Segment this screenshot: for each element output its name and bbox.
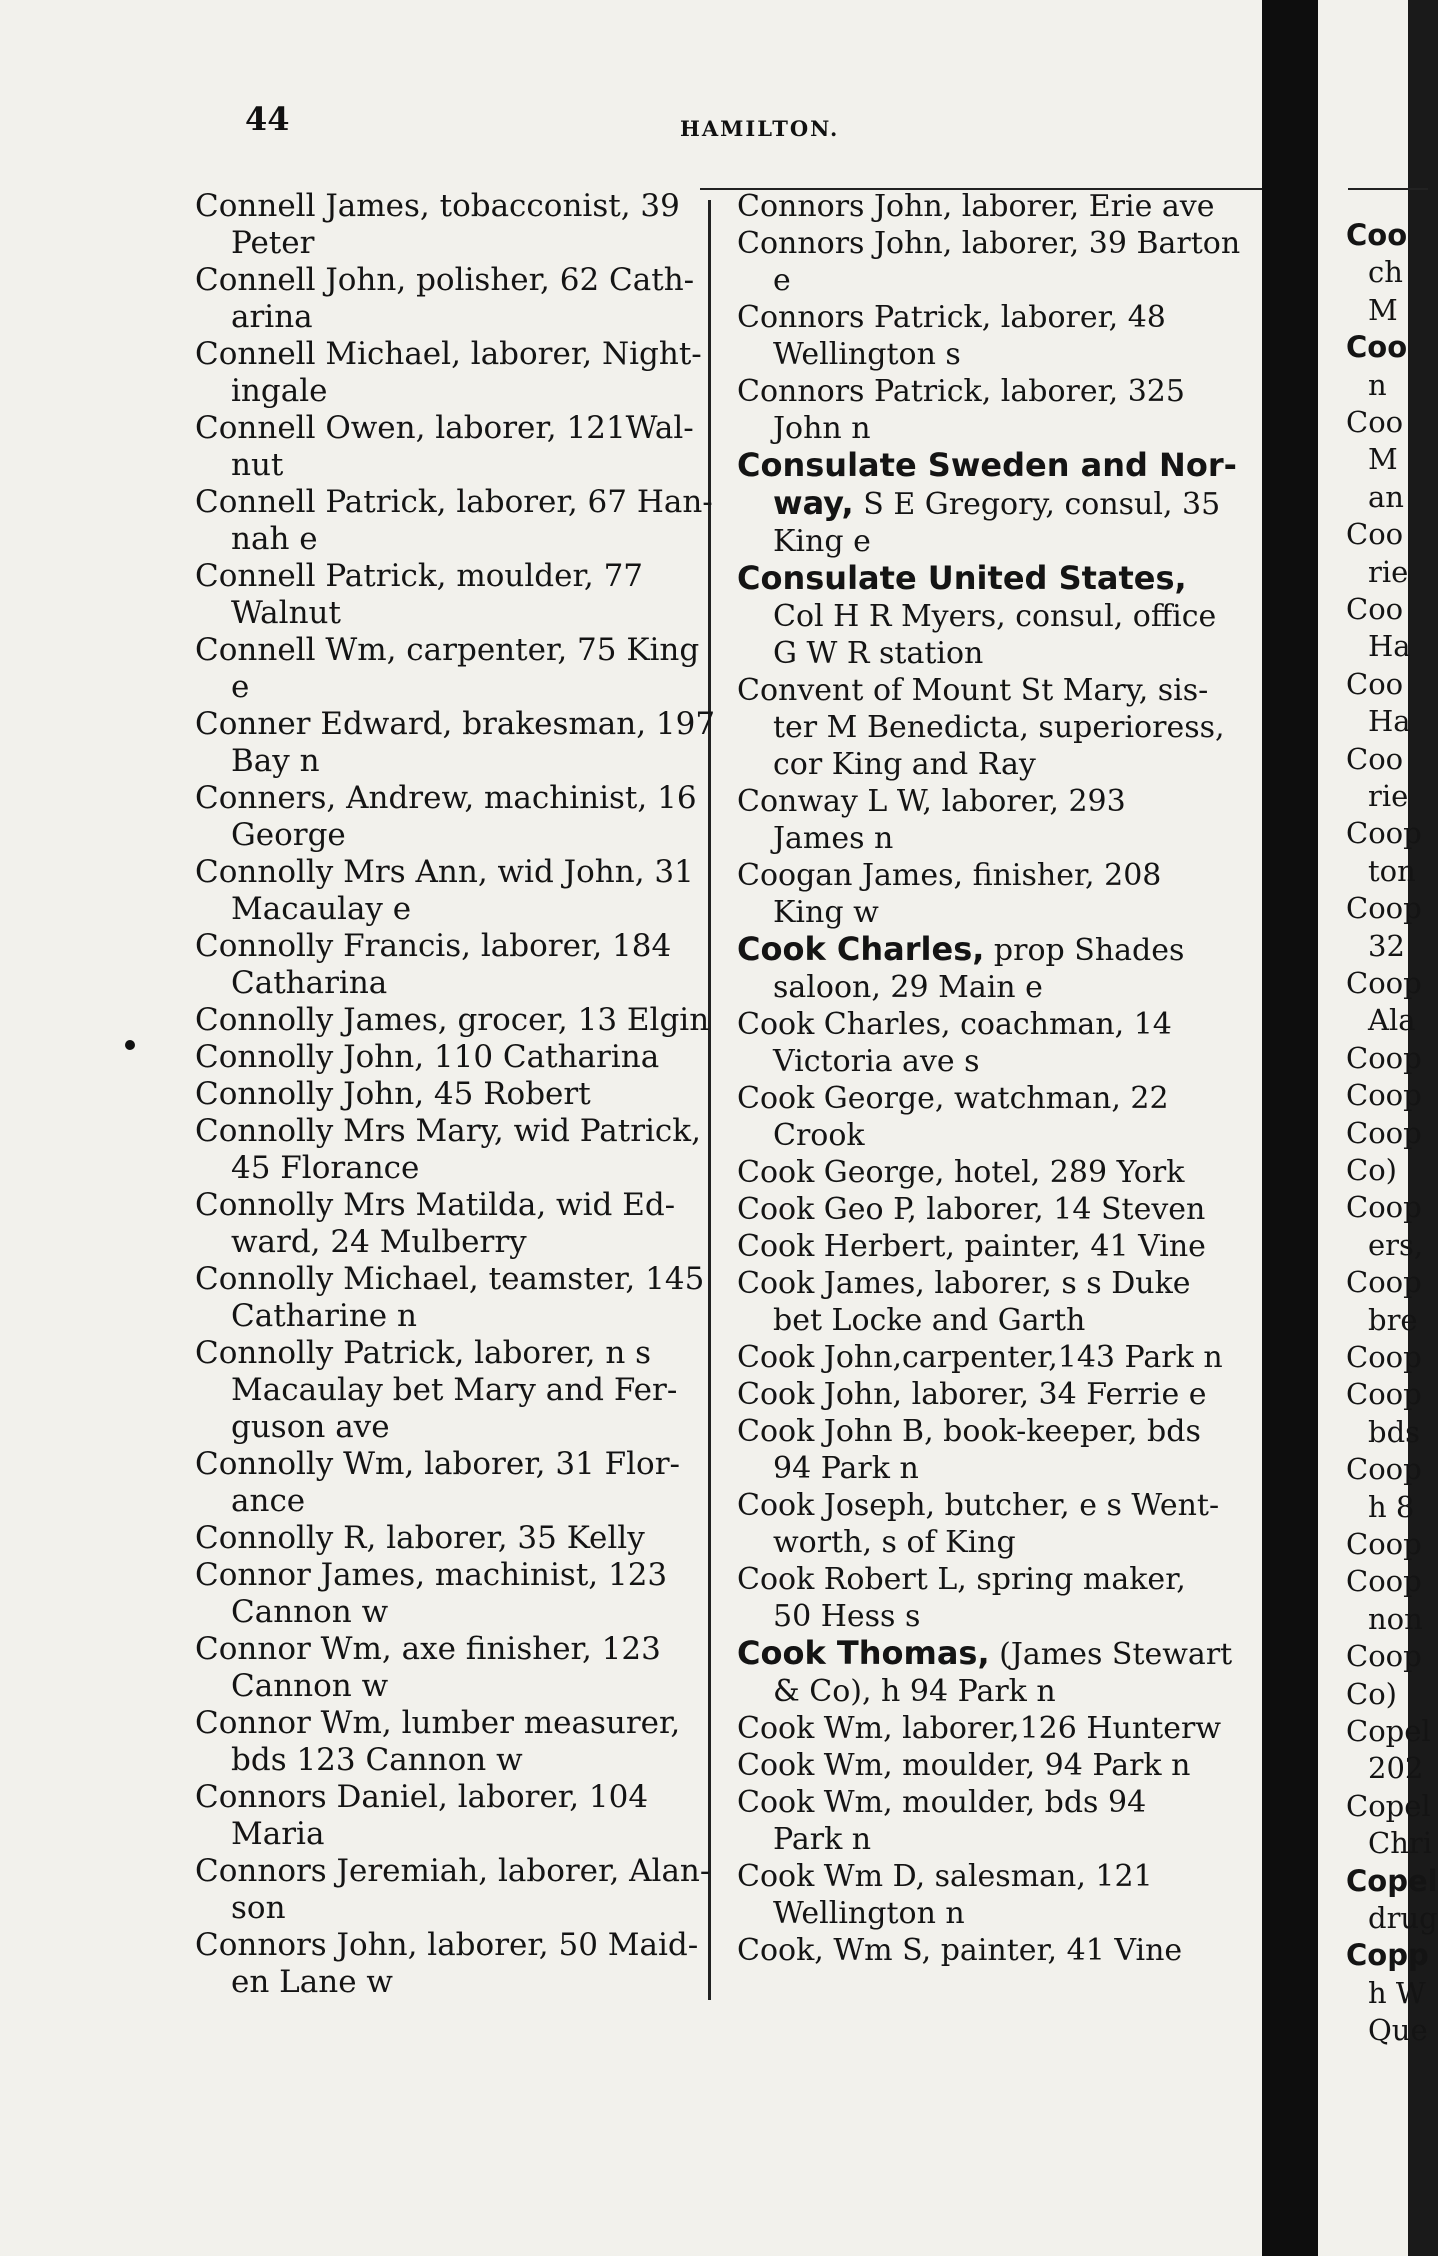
entry-text: Connolly James, grocer, 13 Elgin [195,1002,710,1038]
entry-text: Connolly Francis, laborer, 184 [195,928,672,964]
directory-entry [195,1927,699,2001]
next-page-fragment: Coop [1346,1639,1422,1674]
entry-continuation: cor King and Ray [773,747,1036,782]
entry-text: Connolly Mrs Mary, wid Patrick, [195,1113,701,1149]
entry-text: Cook Wm, moulder, 94 Park n [737,1748,1191,1783]
page-number: 44 [245,100,290,138]
directory-entry [737,188,1267,225]
left-column [195,188,716,2001]
next-page-fragment: h W [1368,1975,1426,2010]
directory-entry [737,560,1267,672]
directory-entry [195,1779,695,1853]
directory-entry [195,780,695,854]
directory-entry [195,188,695,262]
directory-entry [195,410,695,484]
entry-continuation: 94 Park n [773,1451,919,1486]
entry-text: Connors Jeremiah, laborer, Alan- [195,1853,711,1889]
page-header [0,100,1262,160]
next-page-fragment: bds [1368,1414,1421,1449]
entry-text: Connolly Wm, laborer, 31 Flor- [195,1446,681,1482]
entry-text: Connell Owen, laborer, 121Wal- [195,410,694,446]
entry-continuation: G W R station [773,636,984,671]
entry-bold-name: Consulate Sweden and Nor- [737,446,1237,484]
directory-entry [195,1076,695,1113]
directory-entry [737,1635,1267,1710]
entry-text: Coogan James, finisher, 208 [737,858,1162,893]
entry-text: Cook John,carpenter,143 Park n [737,1340,1223,1375]
entry-continuation: Bay n [231,743,320,779]
entry-bold-name-cont: way, [773,484,854,522]
entry-continuation: 45 Florance [231,1150,420,1186]
entry-text: Convent of Mount St Mary, sis- [737,673,1209,708]
next-page-fragment: Copel [1346,1788,1431,1823]
directory-entry [195,1853,711,1927]
entry-text: Cook Wm D, salesman, 121 [737,1859,1153,1894]
next-page-fragment: Coop [1346,1340,1422,1374]
running-title: HAMILTON. [680,116,840,141]
next-page-fragment: Coop [1346,816,1422,851]
next-page-fragment: Co) [1346,1676,1397,1711]
entry-continuation: ingale [231,373,328,409]
entry-text: Connolly Michael, teamster, 145 [195,1261,705,1297]
directory-entry [195,928,695,1002]
entry-text: Connolly Mrs Matilda, wid Ed- [195,1187,676,1223]
entry-continuation: e [773,263,791,298]
directory-entry [737,672,1267,783]
directory-entry [737,1710,1267,1747]
directory-entry [737,1339,1267,1376]
directory-entry [737,299,1267,373]
entry-continuation: Cannon w [231,1594,389,1630]
next-page-fragment: ton [1368,853,1416,888]
directory-entry [195,558,695,632]
entry-continuation: Wellington s [773,337,961,372]
next-page-fragment: Coo [1346,592,1404,626]
next-page-fragment: Coop [1346,1078,1422,1113]
directory-entry [737,1228,1267,1265]
next-page-fragment: ers, [1368,1227,1424,1262]
next-page-fragment: Coop [1346,1115,1422,1150]
entry-text: Connor Wm, lumber measurer, [195,1705,681,1741]
directory-entry [737,1376,1267,1413]
next-page-fragment: Que [1368,2013,1428,2048]
entry-continuation: King e [773,524,871,559]
entry-text: Cook George, watchman, 22 [737,1081,1169,1116]
entry-continuation: & Co), h 94 Park n [773,1674,1056,1709]
entry-continuation: John n [773,411,871,446]
directory-entry [737,373,1267,447]
next-page-fragment: rie [1368,779,1409,813]
entry-text: Conners, Andrew, machinist, 16 [195,780,697,816]
entry-text: Cook George, hotel, 289 York [737,1155,1185,1190]
next-page-fragment: Coop [1346,891,1422,926]
entry-continuation: nah e [231,521,318,557]
entry-text: Connors John, laborer, 39 Barton [737,226,1241,261]
book-gutter [1262,0,1318,2256]
entry-text: Connor James, machinist, 123 [195,1557,668,1593]
entry-continuation: Macaulay e [231,891,412,927]
entry-text: Connor Wm, axe finisher, 123 [195,1631,661,1667]
next-page-edge [1318,0,1438,2256]
entry-text: Cook Wm, laborer,126 Hunterw [737,1711,1221,1746]
entry-continuation: guson ave [231,1409,390,1445]
entry-continuation: bet Locke and Garth [773,1303,1086,1338]
entry-text: Connell Michael, laborer, Night- [195,336,702,372]
entry-text: Cook Robert L, spring maker, [737,1562,1186,1597]
directory-entry [737,1154,1267,1191]
entry-continuation: Crook [773,1118,865,1153]
entry-continuation: James n [773,821,894,856]
next-page-fragment: Coo [1346,330,1408,365]
next-page-fragment: non [1368,1601,1423,1636]
directory-entry [195,1113,701,1187]
next-page-fragment: M [1368,442,1398,477]
entry-text: Connors Daniel, laborer, 104 [195,1779,649,1815]
next-page-fragment: Co) [1346,1153,1397,1187]
entry-continuation: son [231,1890,286,1926]
entry-text: Connolly John, 110 Catharina [195,1039,660,1075]
entry-text: S E Gregory, consul, 35 [853,487,1221,522]
next-page-fragment: Ha [1368,629,1411,664]
entry-bold-name: Cook Thomas, [737,1634,990,1672]
entry-text: Connolly Mrs Ann, wid John, 31 [195,854,694,890]
directory-entry [737,1784,1267,1858]
entry-text: Cook James, laborer, s s Duke [737,1266,1191,1301]
entry-bold-name: Cook Charles, [737,930,985,968]
next-page-fragment: Coo [1346,666,1404,701]
directory-entry [737,1858,1267,1932]
next-page-fragment: Coo [1346,517,1404,552]
entry-continuation: Catharine n [231,1298,417,1334]
directory-entry [737,783,1267,857]
next-page-fragment: Coop [1346,1265,1422,1300]
next-page-fragment: Ala [1368,1003,1416,1038]
entry-text: Cook John, laborer, 34 Ferrie e [737,1377,1207,1412]
directory-entry [195,1335,695,1446]
directory-entry [737,1932,1267,1969]
directory-entry [737,857,1267,931]
next-page-fragment: h 8 [1368,1489,1415,1524]
entry-continuation: Macaulay bet Mary and Fer- [231,1372,678,1408]
next-page-fragment: M [1368,292,1398,327]
next-page-fragment: Coop [1346,1377,1422,1412]
entry-continuation: e [231,669,250,705]
directory-entry [737,931,1267,1006]
entry-text: Connors John, laborer, Erie ave [737,189,1215,224]
entry-bold-name: Consulate United States, [737,559,1187,597]
next-page-fragment: 202 [1368,1751,1424,1786]
entry-text: Cook Charles, coachman, 14 [737,1007,1172,1042]
next-page-fragment: Coop [1346,1040,1422,1075]
entry-text: Connors Patrick, laborer, 325 [737,374,1185,409]
next-page-fragment: Coop [1346,1564,1422,1599]
next-page-fragment: Coo [1346,741,1404,776]
directory-entry [737,1413,1267,1487]
directory-entry [195,1520,695,1557]
directory-entry [195,1039,695,1076]
directory-entry [195,1446,695,1520]
entry-continuation: Maria [231,1816,325,1852]
entry-text: Cook Wm, moulder, bds 94 [737,1785,1147,1820]
entry-text: Cook John B, book-keeper, bds [737,1414,1201,1449]
entry-text: Cook, Wm S, painter, 41 Vine [737,1933,1183,1968]
entry-continuation: Cannon w [231,1668,389,1704]
directory-entry [737,1265,1267,1339]
entry-text: Connell Wm, carpenter, 75 King [195,632,700,668]
directory-entry [737,225,1267,299]
entry-continuation: George [231,817,346,853]
next-page-fragment: n [1368,367,1387,402]
next-page-fragment: Coop [1346,1527,1422,1561]
directory-entry [195,1631,695,1705]
entry-text: Cook Herbert, painter, 41 Vine [737,1229,1206,1264]
next-page-fragment: Coo [1346,405,1404,439]
entry-text: Connolly Patrick, laborer, n s [195,1335,652,1371]
entry-continuation: Col H R Myers, consul, office [773,599,1217,634]
entry-continuation: ward, 24 Mulberry [231,1224,527,1260]
directory-entry [195,706,716,780]
entry-continuation: Park n [773,1822,872,1857]
directory-entry [737,447,1267,560]
entry-continuation: Walnut [231,595,341,631]
directory-entry [195,1705,695,1779]
entry-continuation: King w [773,895,879,930]
next-page-fragment: rie [1368,554,1409,589]
directory-entry [195,484,713,558]
entry-continuation: Peter [231,225,315,261]
entry-text: Connors Patrick, laborer, 48 [737,300,1166,335]
entry-continuation: bds 123 Cannon w [231,1742,523,1778]
directory-entry [195,1261,705,1335]
next-page-fragment: 32 [1368,928,1405,963]
entry-text: Connell John, polisher, 62 Cath- [195,262,695,298]
next-page-fragment: Copel [1346,1863,1438,1898]
entry-text: Connell Patrick, moulder, 77 [195,558,644,594]
directory-entry [737,1006,1267,1080]
entry-continuation: Wellington n [773,1896,965,1931]
entry-text: Conway L W, laborer, 293 [737,784,1126,819]
entry-continuation: saloon, 29 Main e [773,970,1043,1005]
entry-text: (James Stewart [989,1637,1233,1672]
entry-continuation: arina [231,299,313,335]
directory-entry [195,1002,710,1039]
directory-entry [195,1187,695,1261]
directory-entry [195,1557,695,1631]
ink-blot [125,1040,135,1050]
next-page-fragment: Coop [1346,1190,1422,1225]
entry-continuation: Victoria ave s [773,1044,980,1079]
directory-entry [737,1487,1267,1561]
next-page-fragment: bre [1368,1302,1418,1337]
next-page-fragment: Chri [1368,1826,1433,1861]
entry-text: Connolly John, 45 Robert [195,1076,591,1112]
directory-entry [195,262,695,336]
entry-text: Connell James, tobacconist, 39 [195,188,680,224]
next-page-fragment: Ha [1368,704,1411,739]
next-page-rule [1348,188,1428,190]
directory-entry [737,1561,1267,1635]
entry-text: Connors John, laborer, 50 Maid- [195,1927,699,1963]
next-page-fragment: Coop [1346,966,1422,1000]
directory-entry [195,854,695,928]
entry-text: prop Shades [984,933,1185,968]
next-page-fragment: ch [1368,255,1403,290]
entry-continuation: worth, s of King [773,1525,1016,1560]
entry-continuation: ter M Benedicta, superioress, [773,710,1225,745]
directory-entry [737,1747,1267,1784]
entry-continuation: nut [231,447,284,483]
entry-continuation: Catharina [231,965,388,1001]
directory-entry [737,1080,1267,1154]
entry-continuation: en Lane w [231,1964,393,2000]
right-column [737,188,1267,1969]
column-divider [708,200,711,2000]
entry-text: Cook Geo P, laborer, 14 Steven [737,1192,1206,1227]
next-page-fragment: Coo [1346,218,1408,252]
entry-text: Conner Edward, brakesman, 197 [195,706,716,742]
next-page-fragment: Copel [1346,1714,1431,1748]
next-page-fragment: drug [1368,1901,1438,1935]
directory-entry [737,1191,1267,1228]
next-page-fragment: an [1368,479,1404,514]
directory-entry [195,632,700,706]
next-page-fragment: Coop [1346,1452,1422,1487]
next-page-fragment: Copp [1346,1938,1429,1973]
entry-continuation: ance [231,1483,306,1519]
directory-entry [195,336,702,410]
entry-text: Connell Patrick, laborer, 67 Han- [195,484,713,520]
entry-text: Connolly R, laborer, 35 Kelly [195,1520,645,1556]
entry-text: Cook Joseph, butcher, e s Went- [737,1488,1220,1523]
entry-continuation: 50 Hess s [773,1599,921,1634]
